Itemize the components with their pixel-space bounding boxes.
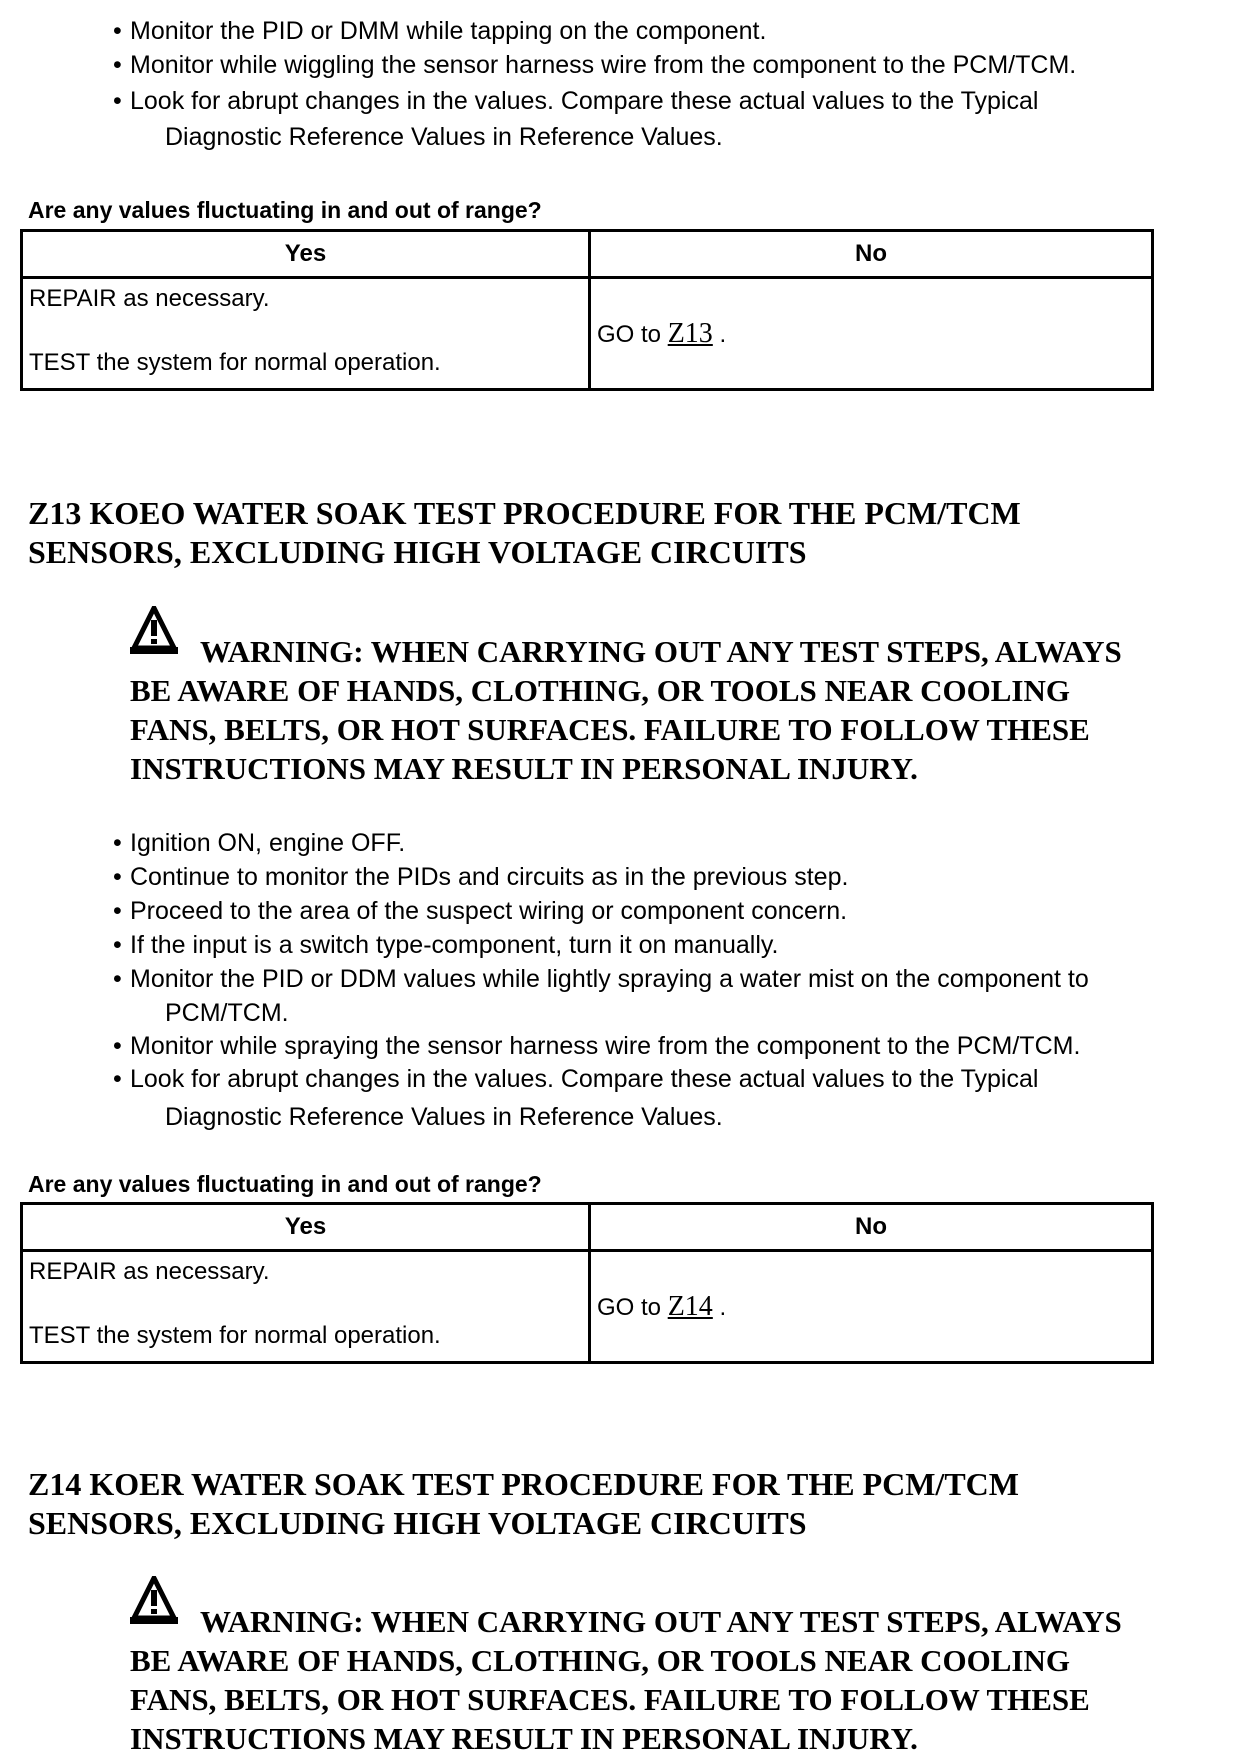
bullet-text: Monitor while wiggling the sensor harness wire from the component to the PCM/TCM.: [130, 51, 1077, 79]
no-cell: [590, 278, 1153, 390]
warning-line: BE AWARE OF HANDS, CLOTHING, OR TOOLS NEAR COOLING: [130, 1643, 1070, 1678]
bullet-text: Monitor the PID or DDM values while lightly spraying a water mist on the component to: [130, 965, 1089, 993]
bullet-text: Ignition ON, engine OFF.: [130, 829, 406, 857]
bullet-item: • Continue to monitor the PIDs and circuits as in the previous step.: [113, 863, 849, 891]
bullet-text: Proceed to the area of the suspect wiring or component concern.: [130, 897, 848, 925]
warning-line: INSTRUCTIONS MAY RESULT IN PERSONAL INJURY.: [130, 751, 918, 786]
heading-line: Z13 KOEO WATER SOAK TEST PROCEDURE FOR THE PCM/TCM: [28, 495, 1021, 531]
heading-line: SENSORS, EXCLUDING HIGH VOLTAGE CIRCUITS: [28, 1505, 807, 1541]
bullet-continuation: Diagnostic Reference Values in Reference Values.: [165, 123, 723, 151]
warning-text: [130, 1602, 1122, 1758]
warning-text: [130, 632, 1122, 788]
no-text: .: [719, 1293, 727, 1321]
bullet-item: • If the input is a switch type-component, turn it on manually.: [113, 931, 779, 959]
warning-line: INSTRUCTIONS MAY RESULT IN PERSONAL INJURY.: [130, 1721, 918, 1756]
decision-table: [20, 229, 1154, 391]
bullet-text: Monitor the PID or DMM while tapping on the component.: [130, 17, 767, 45]
no-text: .: [719, 320, 727, 348]
no-cell: [590, 1251, 1153, 1363]
heading-line: SENSORS, EXCLUDING HIGH VOLTAGE CIRCUITS: [28, 534, 807, 570]
bullet-item: • Monitor the PID or DMM while tapping on the component.: [113, 17, 767, 45]
bullet-text: Look for abrupt changes in the values. Compare these actual values to the Typical: [130, 1065, 1039, 1093]
warning-line: BE AWARE OF HANDS, CLOTHING, OR TOOLS NEAR COOLING: [130, 673, 1070, 708]
section-heading-z13: [28, 494, 1021, 572]
yes-header: Yes: [22, 1204, 590, 1251]
yes-line: REPAIR as necessary.: [29, 285, 270, 312]
yes-cell: [22, 1251, 590, 1363]
yes-header: Yes: [22, 231, 590, 278]
bullet-continuation: PCM/TCM.: [165, 999, 289, 1027]
link-z13[interactable]: Z13: [667, 317, 713, 349]
bullet-continuation: Diagnostic Reference Values in Reference Values.: [165, 1103, 723, 1131]
bullet-item: • Proceed to the area of the suspect wiring or component concern.: [113, 897, 848, 925]
question-label: Are any values fluctuating in and out of range?: [28, 1171, 542, 1197]
bullet-text: Look for abrupt changes in the values. Compare these actual values to the Typical: [130, 87, 1039, 115]
bullet-item: • Monitor the PID or DDM values while lightly spraying a water mist on the component to: [113, 965, 1089, 993]
yes-line: TEST the system for normal operation.: [29, 349, 441, 376]
section-heading-z14: [28, 1465, 1019, 1543]
no-header: No: [590, 1204, 1153, 1251]
bullet-item: • Look for abrupt changes in the values. Compare these actual values to the Typical: [113, 87, 1039, 115]
no-text: GO to: [597, 1293, 662, 1321]
warning-line: FANS, BELTS, OR HOT SURFACES. FAILURE TO FOLLOW THESE: [130, 712, 1090, 747]
decision-table: [20, 1202, 1154, 1364]
warning-line: WARNING: WHEN CARRYING OUT ANY TEST STEPS, ALWAYS: [200, 1604, 1122, 1639]
bullet-item: • Look for abrupt changes in the values. Compare these actual values to the Typical: [113, 1065, 1039, 1093]
warning-line: WARNING: WHEN CARRYING OUT ANY TEST STEPS, ALWAYS: [200, 634, 1122, 669]
heading-line: Z14 KOER WATER SOAK TEST PROCEDURE FOR THE PCM/TCM: [28, 1466, 1019, 1502]
question-label: Are any values fluctuating in and out of range?: [28, 197, 542, 223]
no-text: GO to: [597, 320, 662, 348]
no-header: No: [590, 231, 1153, 278]
yes-cell: [22, 278, 590, 390]
bullet-item: • Ignition ON, engine OFF.: [113, 829, 406, 857]
bullet-item: • Monitor while spraying the sensor harness wire from the component to the PCM/TCM.: [113, 1032, 1081, 1060]
yes-line: TEST the system for normal operation.: [29, 1322, 441, 1349]
yes-line: REPAIR as necessary.: [29, 1258, 270, 1285]
bullet-item: • Monitor while wiggling the sensor harness wire from the component to the PCM/TCM.: [113, 51, 1077, 79]
link-z14[interactable]: Z14: [667, 1290, 713, 1322]
bullet-text: If the input is a switch type-component, turn it on manually.: [130, 931, 779, 959]
warning-line: FANS, BELTS, OR HOT SURFACES. FAILURE TO FOLLOW THESE: [130, 1682, 1090, 1717]
bullet-text: Continue to monitor the PIDs and circuits as in the previous step.: [130, 863, 849, 891]
bullet-text: Monitor while spraying the sensor harness wire from the component to the PCM/TCM.: [130, 1032, 1081, 1060]
